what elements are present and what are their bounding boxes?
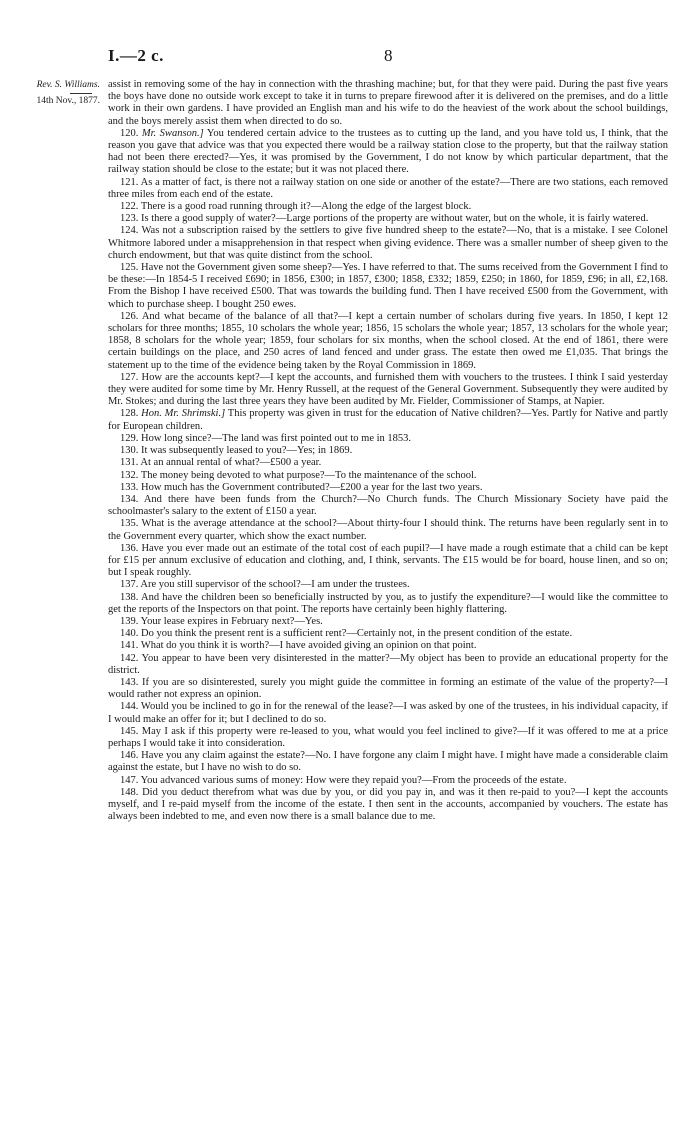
question-number: 146. [120, 750, 139, 762]
paragraph-text: Have not the Government given some sheep?—Yes. I have referred to that. The sums received from the Government I find to be these:—In 1854-5 I received £690; in 1856, £300; in 1857, £300; 1858, £332; 1859, £250; in 1860, for 1859, £96; in all, £2,168. From the Bishop I have received £500. That was towards the building fund. Then I have received £500 from the Government, with which to purchase sheep. I bought 250 ewes. [108, 262, 669, 310]
paragraph-text: Have you any claim against the estate?—No. I have forgone any claim I might have. I might have made a considerable claim against the estate, but I have no wish to do so. [108, 750, 669, 774]
paragraph-text: Would you be inclined to go in for the renewal of the lease?—I was asked by one of the trustees, in his individual capacity, if I would make an offer for it; but I declined to do so. [108, 701, 669, 725]
question-number: 140. [120, 628, 139, 640]
question-number: 126. [120, 310, 139, 322]
paragraph-text: And what became of the balance of all that?—I kept a certain number of scholars during five years. In 1850, I kept 12 scholars for three months; 1855, 10 scholars the whole year; 1856, 15 scholars the whole year; 1857, 13 scholars for the whole year; 1858, 8 scholars for the whole year; 1859, four scholars for six months, when the school closed. At the end of 1861, there were certain buildings on the place, and 250 acres of land fenced and under grass. The estate then owed me £1,035. That brings the statement up to the time of the evidence being taken by the Royal Commission in 1869. [108, 310, 668, 371]
paragraph-text: Is there a good supply of water?—Large portions of the property are without water, but on the whole, it is fairly watered. [141, 213, 649, 225]
evidence-paragraph [108, 787, 668, 824]
evidence-paragraph [108, 653, 668, 677]
question-number: 127. [120, 371, 139, 383]
section-reference: I.—2 c. [108, 46, 164, 65]
question-number: 129. [120, 432, 139, 444]
paragraph-text: How long since?—The land was first pointed out to me in 1853. [141, 432, 412, 444]
question-number: 120. [120, 127, 139, 139]
question-number: 121. [120, 176, 139, 188]
paragraph-text: There is a good road running through it?—Along the edge of the largest block. [140, 201, 472, 213]
paragraph-text: You appear to have been very disinterested in the matter?—My object has been to provide an educational property for the district. [108, 652, 668, 676]
paragraph-text: What do you think it is worth?—I have avoided giving an opinion on that point. [140, 640, 477, 652]
paragraph-text: The money being devoted to what purpose?—To the maintenance of the school. [140, 469, 477, 481]
page-number: 8 [384, 46, 393, 65]
evidence-paragraph [108, 579, 668, 591]
evidence-paragraph [108, 701, 668, 725]
question-number: 137. [120, 579, 139, 591]
evidence-paragraph [108, 177, 668, 201]
evidence-paragraph [108, 79, 668, 128]
page-header [0, 46, 700, 70]
evidence-paragraph [108, 201, 668, 213]
evidence-paragraph [108, 726, 668, 750]
evidence-paragraph [108, 128, 668, 177]
question-number: 132. [120, 469, 139, 481]
paragraph-text: At an annual rental of what?—£500 a year. [140, 457, 322, 469]
paragraph-text: How are the accounts kept?—I kept the accounts, and furnished them with vouchers to the trustees. I think I said yesterday they were audited for some time by Mr. Henry Russell, at the request of the General Government. Subsequently they were audited by Mr. Stokes; and during the last three years they have been audited by Mr. Fielder, Commissioner of Stamps, at Napier. [108, 371, 668, 408]
question-number: 131. [120, 457, 139, 469]
question-number: 145. [120, 725, 139, 737]
evidence-paragraph [108, 311, 668, 372]
evidence-paragraph [108, 482, 668, 494]
evidence-paragraph [108, 457, 668, 469]
paragraph-text: What is the average attendance at the school?—About thirty-four I should think. The returns have been regularly sent in to the Government every quarter, which show the exact number. [108, 518, 668, 542]
evidence-paragraph [108, 750, 668, 774]
evidence-paragraph [108, 445, 668, 457]
evidence-paragraph [108, 518, 668, 542]
paragraph-text: assist in removing some of the hay in connection with the thrashing machine; but, for that they were paid. During the past five years the boys have done no outside work except to take it in turns to prepare firewood after it is delivered on the premises, and do a little work in their own gardens. I have provided an English man and his wife to do the heaviest of the work about the school buildings, and the boys merely assist them when directed to do so. [108, 79, 668, 127]
question-number: 138. [120, 591, 139, 603]
question-number: 144. [120, 701, 139, 713]
speaker-name: Mr. Swanson.] [141, 127, 204, 139]
evidence-paragraph [108, 640, 668, 652]
question-number: 139. [120, 615, 139, 627]
evidence-paragraph [108, 677, 668, 701]
question-number: 133. [120, 481, 139, 493]
evidence-paragraph [108, 213, 668, 225]
evidence-date: 14th Nov., 1877. [36, 96, 100, 106]
paragraph-text: May I ask if this property were re-leased to you, what would you feel inclined to give?—If it was offered to me at a price perhaps I would take it into consideration. [108, 725, 669, 749]
question-number: 122. [120, 201, 139, 213]
paragraph-text: Did you deduct therefrom what was due by you, or did you pay in, and was it then re-paid to you?—I kept the accounts myself, and I re-paid myself from the income of the estate. I then sent in the accounts, accompanied by vouchers. The estate has always been indebted to me, and even now there is a small balance due to me. [108, 786, 669, 823]
paragraph-text: Was not a subscription raised by the settlers to give five hundred sheep to the estate?—No, that is a mistake. I see Colonel Whitmore labored under a misapprehension in that respect when giving evidence. There was a smaller number of sheep given to the church endowment, but that was quite distinct from the school. [108, 225, 669, 261]
paragraph-text: If you are so disinterested, surely you might guide the committee in forming an estimate of the value of the property?—I would rather not express an opinion. [108, 676, 669, 701]
question-number: 124. [120, 225, 139, 237]
paragraph-text: Do you think the present rent is a sufficient rent?—Certainly not, in the present condition of the estate. [141, 628, 573, 640]
paragraph-text: You tendered certain advice to the trustees as to cutting up the land, and you have told us, I think, that the reason you gave that advice was that you expected there would be a railway station close to the property, but that the railway station had not been there erected?—Yes, it was promised by the Government, I do not know by which particular department, that the railway station should be close to the estate; but it was not placed there. [108, 127, 669, 176]
paragraph-text: It was subsequently leased to you?—Yes; in 1869. [141, 445, 353, 457]
evidence-paragraph [108, 408, 668, 432]
question-number: 148. [120, 786, 139, 798]
evidence-paragraph [108, 372, 668, 409]
paragraph-text: And have the children been so beneficially instructed by you, as to justify the expenditure?—I would like the committee to get the reports of the Inspectors on that point. The reports have certainly been highly flattering. [108, 591, 669, 615]
evidence-text [108, 79, 668, 823]
question-number: 130. [120, 445, 139, 457]
evidence-paragraph [108, 494, 668, 518]
question-number: 134. [120, 493, 139, 505]
evidence-paragraph [108, 616, 668, 628]
margin-note [16, 79, 100, 108]
paragraph-text: And there have been funds from the Church?—No Church funds. The Church Missionary Society have paid the schoolmaster's salary to the extent of £150 a year. [108, 493, 668, 518]
question-number: 142. [120, 652, 139, 664]
evidence-paragraph [108, 592, 668, 616]
paragraph-text: Are you still supervisor of the school?—I am under the trustees. [140, 579, 410, 591]
evidence-paragraph [108, 628, 668, 640]
question-number: 123. [120, 213, 139, 225]
question-number: 143. [120, 676, 139, 688]
evidence-paragraph [108, 433, 668, 445]
question-number: 125. [120, 262, 139, 274]
paragraph-text: How much has the Government contributed?—£200 a year for the last two years. [141, 481, 483, 493]
question-number: 135. [120, 518, 139, 530]
paragraph-text: Have you ever made out an estimate of the total cost of each pupil?—I have made a rough estimate that a child can be kept for £15 per annum exclusive of education and clothing, and, I think, servants. The £15 would be for board, house linen, and so on; but I speak roughly. [108, 542, 668, 579]
paragraph-text: This property was given in trust for the education of Native children?—Yes. Partly for Native and partly for European children. [108, 408, 669, 432]
evidence-paragraph [108, 225, 668, 262]
question-number: 141. [120, 640, 139, 652]
speaker-name: Hon. Mr. Shrimski.] [141, 408, 226, 420]
evidence-paragraph [108, 775, 668, 787]
paragraph-text: You advanced various sums of money: How were they repaid you?—From the proceeds of the estate. [140, 774, 567, 786]
paragraph-text: As a matter of fact, is there not a railway station on one side or another of the estate?—There are two stations, each removed three miles from each end of the estate. [108, 176, 668, 200]
question-number: 136. [120, 542, 139, 554]
evidence-paragraph [108, 470, 668, 482]
evidence-paragraph [108, 543, 668, 580]
evidence-paragraph [108, 262, 668, 311]
margin-rule [70, 93, 92, 94]
paragraph-text: Your lease expires in February next?—Yes. [140, 615, 323, 627]
question-number: 147. [120, 774, 139, 786]
witness-name: Rev. S. Williams. [36, 80, 100, 90]
question-number: 128. [120, 408, 139, 420]
